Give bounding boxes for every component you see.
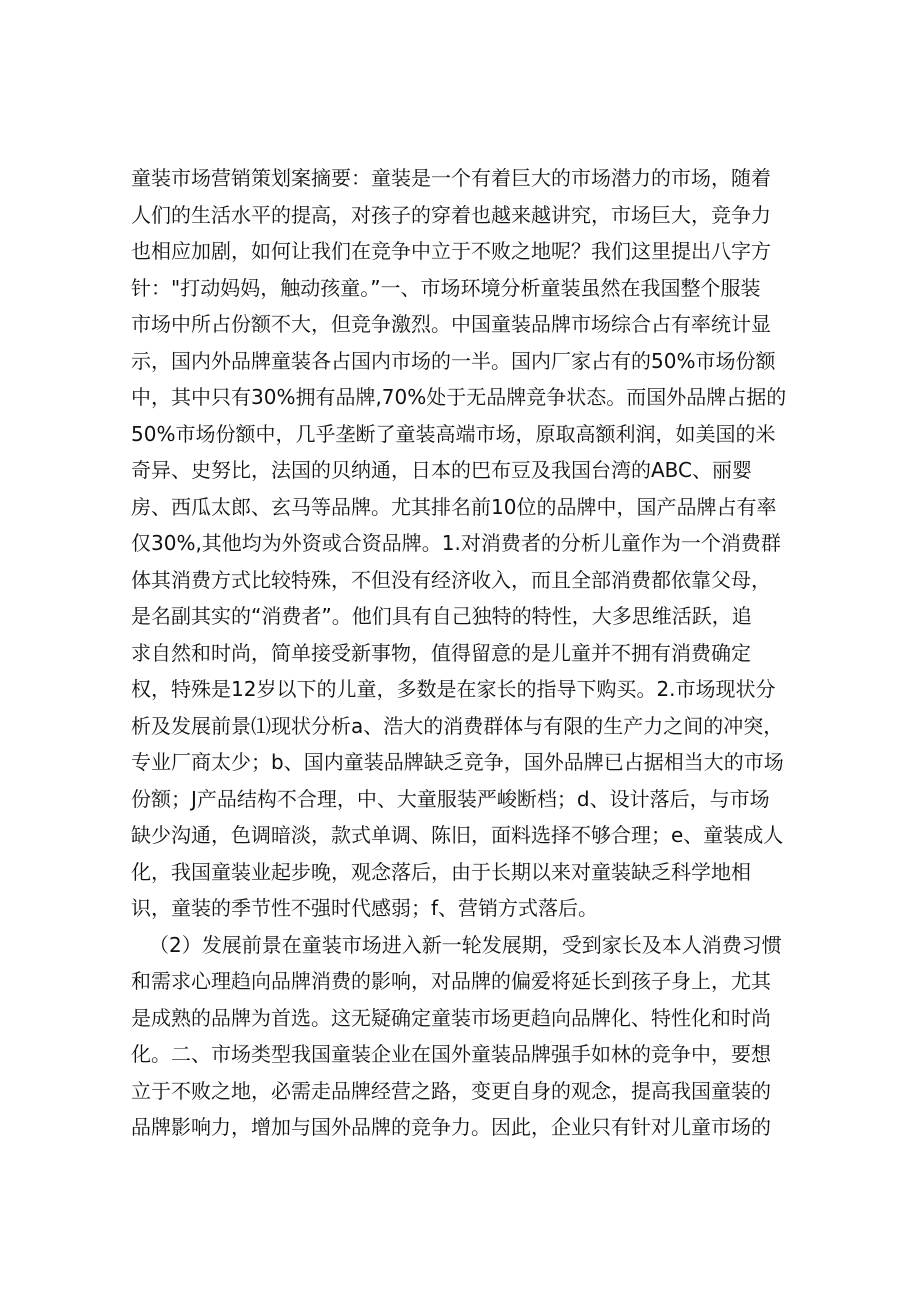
text-line: 和需求心理趋向品牌消费的影响，对品牌的偏爱将延长到孩子身上，尤其: [131, 969, 771, 993]
text-line: 房、西瓜太郎、玄马等品牌。尤其排名前10位的品牌中，国产品牌占有率: [131, 494, 777, 519]
text-line: 份额；J产品结构不合理，中、大童服装严峻断档；d、设计落后，与市场: [131, 786, 770, 811]
text-line: 是成熟的品牌为首选。这无疑确定童装市场更趋向品牌化、特性化和时尚: [131, 1005, 771, 1030]
text-line: 缺少沟通，色调暗淡，款式单调、陈旧，面料选择不够合理；e、童装成人: [131, 823, 784, 847]
text-line: 立于不败之地，必需走品牌经营之路，变更自身的观念，提高我国童装的: [131, 1078, 771, 1103]
text-line: 体其消费方式比较特殊，不但没有经济收入，而且全部消费都依靠父母，: [131, 567, 771, 592]
text-line: 是名副其实的“消费者”。他们具有自己独特的特性，大多思维活跃，追: [131, 604, 752, 628]
text-line: 中，其中只有30%拥有品牌,70%处于无品牌竞争状态。而国外品牌占据的: [131, 385, 787, 409]
text-line: 品牌影响力，增加与国外品牌的竞争力。因此，企业只有针对儿童市场的: [131, 1115, 771, 1139]
text-line: 示，国内外品牌童装各占国内市场的一半。国内厂家占有的50%市场份额: [131, 348, 776, 373]
text-line: 析及发展前景⑴现状分析a、浩大的消费群体与有限的生产力之间的冲突，: [131, 713, 784, 738]
text-line: 专业厂商太少；b、国内童装品牌缺乏竞争，国外品牌已占据相当大的市场: [131, 750, 784, 774]
text-line: 市场中所占份额不大，但竞争激烈。中国童装品牌市场综合占有率统计显: [131, 312, 771, 336]
text-line: 识，童装的季节性不强时代感弱；f、营销方式落后。: [131, 896, 599, 920]
text-line: 童装市场营销策划案摘要：童装是一个有着巨大的市场潜力的市场，随着: [131, 166, 771, 190]
text-line: 也相应加剧，如何让我们在竞争中立于不败之地呢？我们这里提出八字方: [131, 239, 771, 263]
text-line: 奇异、史努比，法国的贝纳通，日本的巴布豆及我国台湾的ABC、丽婴: [131, 458, 753, 482]
text-line: 权，特殊是12岁以下的儿童，多数是在家长的指导下购买。2.市场现状分: [131, 677, 776, 701]
text-line: 仅30%,其他均为外资或合资品牌。1.对消费者的分析儿童作为一个消费群: [131, 531, 781, 555]
text-line: 50%市场份额中，几乎垄断了童装高端市场，原取高额利润，如美国的米: [131, 421, 776, 446]
text-line: （2）发展前景在童装市场进入新一轮发展期，受到家长及本人消费习惯: [149, 932, 782, 957]
text-line: 求自然和时尚，简单接受新事物，值得留意的是儿童并不拥有消费确定: [131, 640, 751, 665]
text-line: 针："打动妈妈，触动孩童。”一、市场环境分析童装虽然在我国整个服装: [131, 275, 761, 300]
document-body: [131, 160, 791, 1146]
text-line: 化，我国童装业起步晚，观念落后，由于长期以来对童装缺乏科学地相: [131, 859, 751, 884]
text-line: 化。二、市场类型我国童装企业在国外童装品牌强手如林的竞争中，要想: [131, 1042, 771, 1066]
text-line: 人们的生活水平的提高，对孩子的穿着也越来越讲究，市场巨大，竞争力: [131, 202, 771, 227]
